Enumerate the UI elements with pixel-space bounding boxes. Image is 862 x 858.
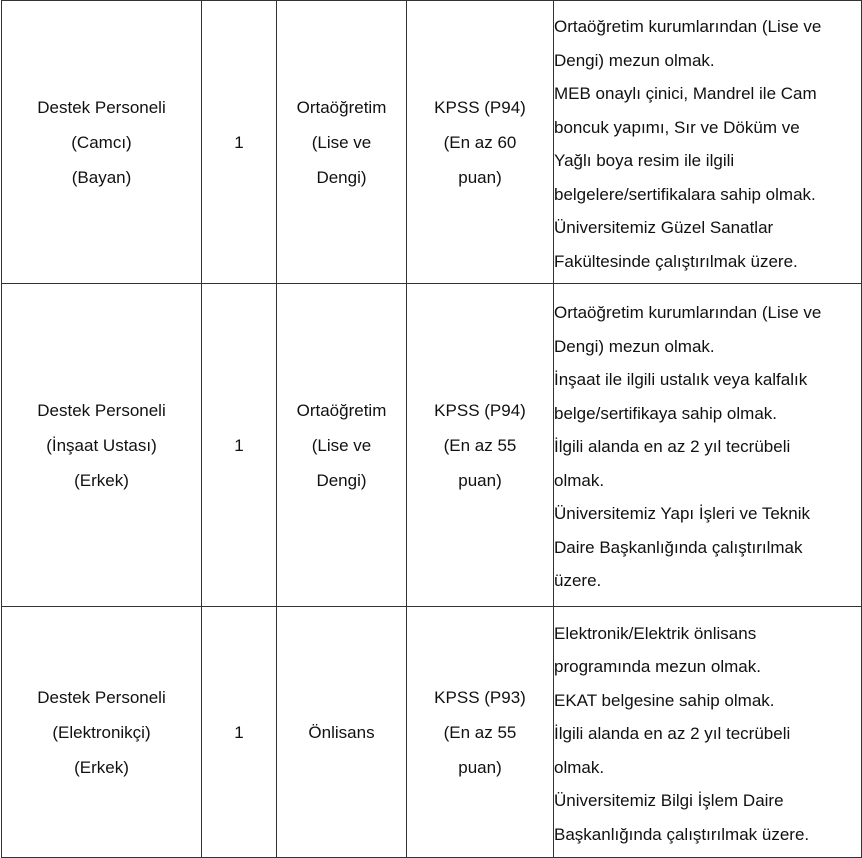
education-cell <box>277 284 407 607</box>
table-row <box>2 284 862 607</box>
position-line: (Elektronikçi) <box>52 722 151 742</box>
table-row <box>2 607 862 858</box>
position-line: Destek Personeli <box>37 97 166 117</box>
requirements-cell <box>554 1 862 284</box>
requirement-line: İnşaat ile ilgili ustalık veya kalfalık <box>554 370 808 390</box>
education-line: Ortaöğretim <box>296 97 387 117</box>
requirement-line: Ortaöğretim kurumlarından (Lise ve <box>554 17 822 36</box>
requirement-line: programında mezun olmak. <box>554 657 761 677</box>
position-cell <box>2 1 202 284</box>
position-line: (Erkek) <box>74 757 129 777</box>
education-line: Dengi) <box>316 167 367 187</box>
requirements-cell <box>554 284 862 607</box>
kpss-line: (En az 55 <box>443 722 517 742</box>
position-cell <box>2 607 202 858</box>
position-line: (Bayan) <box>71 167 132 187</box>
requirement-line: İlgili alanda en az 2 yıl tecrübeli <box>554 724 791 744</box>
kpss-line: puan) <box>458 757 502 777</box>
kpss-cell <box>407 1 554 284</box>
position-line: (Erkek) <box>74 470 129 490</box>
kpss-line: KPSS (P94) <box>434 97 526 117</box>
requirement-line: Üniversitemiz Bilgi İşlem Daire <box>554 791 784 811</box>
table-row <box>2 1 862 284</box>
education-line: (Lise ve <box>311 435 372 455</box>
education-line: Ortaöğretim <box>296 400 387 420</box>
requirement-line: EKAT belgesine sahip olmak. <box>554 690 775 710</box>
kpss-line: puan) <box>458 167 502 187</box>
requirement-line: belgelere/sertifikalara sahip olmak. <box>554 184 816 204</box>
kpss-line: KPSS (P93) <box>434 687 526 707</box>
requirements-cell <box>554 607 862 858</box>
positions-table <box>1 0 862 858</box>
count-value: 1 <box>234 722 244 742</box>
count-cell <box>202 284 277 607</box>
requirement-line: Dengi) mezun olmak. <box>554 50 715 70</box>
position-line: Destek Personeli <box>37 687 166 707</box>
kpss-line: KPSS (P94) <box>434 400 526 420</box>
kpss-line: puan) <box>458 470 502 490</box>
position-line: Destek Personeli <box>37 400 166 420</box>
requirement-line: Üniversitemiz Güzel Sanatlar <box>554 218 774 237</box>
requirement-line: Elektronik/Elektrik önlisans <box>554 623 757 643</box>
requirement-line: üzere. <box>554 571 602 591</box>
requirement-line: Yağlı boya resim ile ilgili <box>554 151 735 170</box>
requirement-line: Dengi) mezun olmak. <box>554 336 715 356</box>
requirement-line: Başkanlığında çalıştırılmak üzere. <box>554 824 810 844</box>
requirement-line: Daire Başkanlığında çalıştırılmak <box>554 537 803 557</box>
education-line: (Lise ve <box>311 132 372 152</box>
kpss-cell <box>407 607 554 858</box>
education-line: Dengi) <box>316 470 367 490</box>
requirement-line: Fakültesinde çalıştırılmak üzere. <box>554 251 798 271</box>
education-cell <box>277 1 407 284</box>
kpss-line: (En az 55 <box>443 435 517 455</box>
requirement-line: olmak. <box>554 470 605 490</box>
requirement-line: MEB onaylı çinici, Mandrel ile Cam <box>554 84 817 103</box>
requirement-line: Ortaöğretim kurumlarından (Lise ve <box>554 303 822 323</box>
count-value: 1 <box>234 132 244 152</box>
kpss-cell <box>407 284 554 607</box>
count-cell <box>202 607 277 858</box>
position-line: (Camcı) <box>71 132 132 152</box>
count-value: 1 <box>234 435 244 455</box>
requirement-line: Üniversitemiz Yapı İşleri ve Teknik <box>554 504 811 524</box>
requirement-line: boncuk yapımı, Sır ve Döküm ve <box>554 117 800 137</box>
position-cell <box>2 284 202 607</box>
requirement-line: İlgili alanda en az 2 yıl tecrübeli <box>554 437 791 457</box>
count-cell <box>202 1 277 284</box>
requirement-line: belge/sertifikaya sahip olmak. <box>554 403 778 423</box>
requirement-line: olmak. <box>554 757 605 777</box>
education-cell <box>277 607 407 858</box>
kpss-line: (En az 60 <box>443 132 517 152</box>
education-line: Önlisans <box>308 722 375 742</box>
position-line: (İnşaat Ustası) <box>46 435 157 455</box>
